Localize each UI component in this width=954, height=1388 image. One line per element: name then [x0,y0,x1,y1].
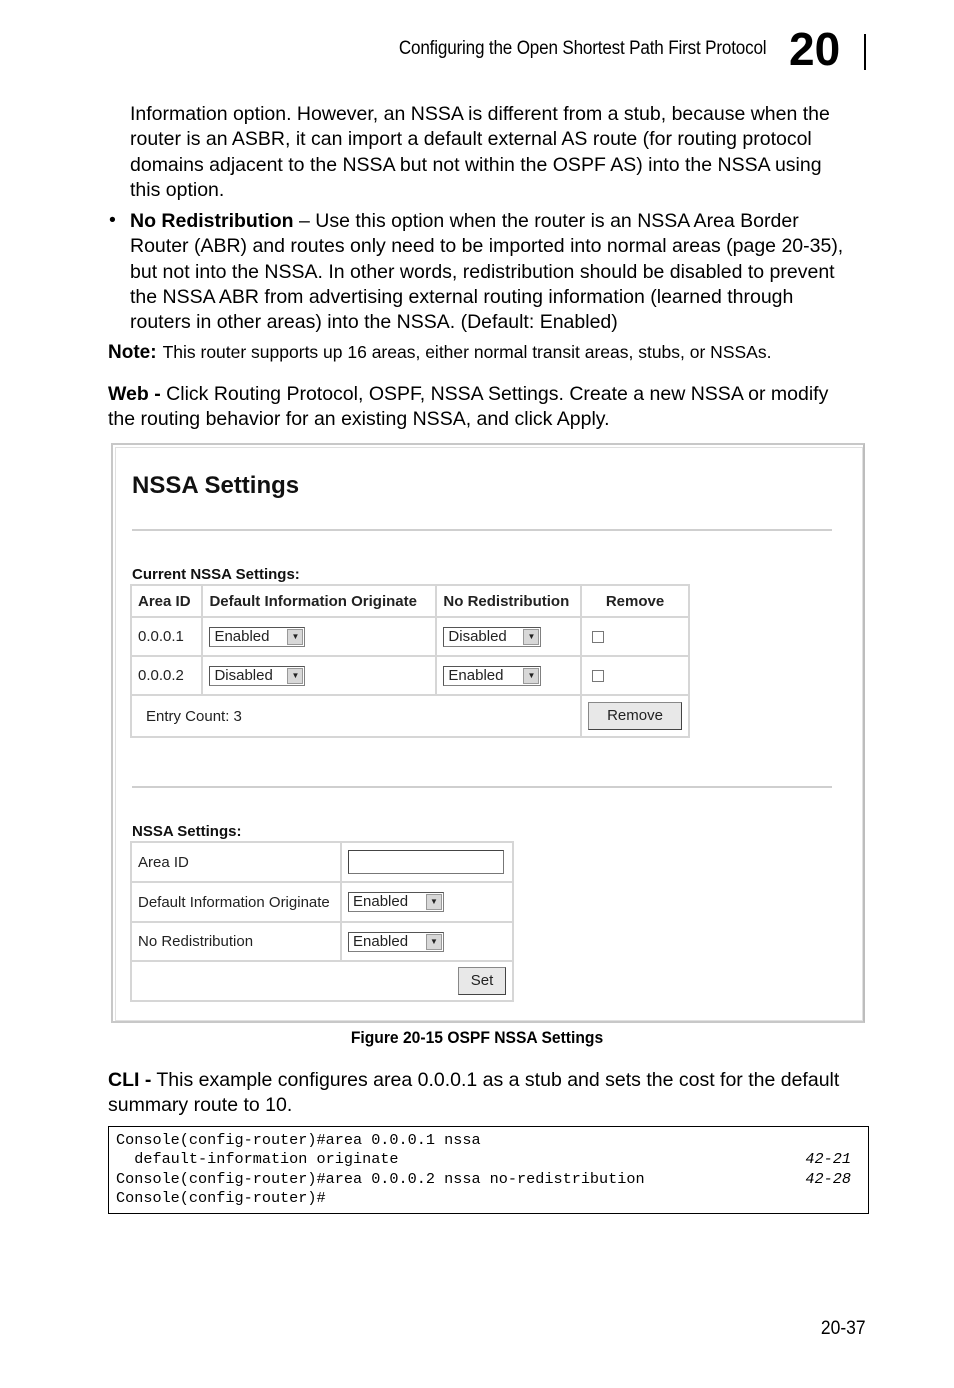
code-command: default-information originate [116,1150,399,1169]
code-line [116,1189,868,1208]
default-info-cell [202,617,436,656]
chapter-number: 20 [789,23,841,75]
code-reference: 42-28 [805,1169,851,1188]
text-line: but not into the NSSA. In other words, redistribution should be disabled to prevent [130,260,835,283]
code-command: Console(config-router)#area 0.0.0.1 nssa [116,1131,481,1149]
web-instructions [108,382,828,433]
bullet-no-redistribution [130,209,843,335]
no-redist-select[interactable] [348,932,444,952]
select-value: Enabled [448,666,504,684]
text-line: this option. [130,178,225,201]
form-row-area-id [131,842,513,882]
note [108,342,771,364]
note-text: This router supports up 16 areas, either normal transit areas, stubs, or NSSAs. [162,342,772,362]
default-info-cell [341,882,513,922]
default-info-label: Default Information Originate [131,882,341,922]
no-redist-cell [436,617,581,656]
code-line [116,1170,868,1189]
chevron-down-icon: ▼ [287,629,303,645]
no-redist-select[interactable] [443,666,541,686]
chevron-down-icon: ▼ [287,668,303,684]
remove-cell [581,656,689,695]
nssa-settings-form [130,841,514,1002]
no-redist-cell [341,922,513,961]
remove-checkbox[interactable] [592,670,604,682]
nssa-settings-screenshot [111,443,865,1023]
text-line: Router (ABR) and routes only need to be imported into normal areas (page 20-35), [130,235,844,258]
set-button[interactable]: Set [458,967,506,995]
remove-cell [581,617,689,656]
remove-button-cell [581,695,689,737]
text-line: This example configures area 0.0.0.1 as a stub and sets the cost for the default [151,1069,840,1091]
select-value: Disabled [448,627,507,645]
table-row [131,617,689,656]
paragraph-continuation [130,102,830,203]
chevron-down-icon: ▼ [426,894,442,910]
code-line [116,1131,868,1150]
area-id-input[interactable] [348,850,504,874]
text-line: routers in other areas) into the NSSA. (Default: Enabled) [130,311,618,334]
page-title: NSSA Settings [132,472,300,499]
cli-instructions [108,1068,839,1119]
code-line [116,1150,868,1169]
divider [132,529,832,531]
cli-code-block [108,1126,869,1214]
entry-count: Entry Count: 3 [131,695,581,737]
chevron-down-icon: ▼ [523,668,539,684]
current-settings-label: Current NSSA Settings: [132,566,300,583]
header-rule [864,34,866,70]
code-command: Console(config-router)# [116,1188,326,1207]
code-reference: 42-21 [805,1150,851,1169]
area-id-cell: 0.0.0.2 [131,656,202,695]
no-redist-label: No Redistribution [131,922,341,961]
form-row-default-info [131,882,513,922]
select-value: Enabled [353,893,409,910]
text-line: the routing behavior for an existing NSSA, and click Apply. [108,408,610,431]
current-nssa-table [130,584,690,738]
divider [132,786,832,788]
col-area-id: Area ID [131,585,202,617]
note-label: Note: [108,342,157,363]
bullet-icon: • [109,209,116,231]
nssa-settings-label: NSSA Settings: [132,823,242,840]
code-command: Console(config-router)#area 0.0.0.2 nssa no-redistribution [116,1169,645,1188]
cli-label: CLI - [108,1069,152,1091]
select-value: Enabled [214,627,270,645]
text-line: the NSSA ABR from advertising external routing information (learned through [130,285,794,308]
text-line: domains adjacent to the NSSA but not within the OSPF AS) into the NSSA using [130,153,822,176]
area-id-label: Area ID [131,842,341,882]
remove-button[interactable]: Remove [588,702,682,730]
text-line: Click Routing Protocol, OSPF, NSSA Settings. Create a new NSSA or modify [160,383,829,405]
text-line: Information option. However, an NSSA is different from a stub, because when the [130,103,830,125]
form-row-submit [131,961,513,1001]
select-value: Disabled [214,666,273,684]
set-button-cell [131,961,513,1001]
remove-checkbox[interactable] [592,631,604,643]
figure-caption: Figure 20-15 OSPF NSSA Settings [350,1028,604,1047]
area-id-cell: 0.0.0.1 [131,617,202,656]
area-id-cell [341,842,513,882]
select-value: Enabled [353,932,409,950]
col-no-redist: No Redistribution [436,585,581,617]
web-label: Web - [108,383,161,405]
default-info-cell [202,656,436,695]
page-number: 20-37 [821,1318,866,1339]
chapter-title: Configuring the Open Shortest Path First Protocol [398,38,766,59]
bullet-term: No Redistribution [130,210,294,232]
table-row [131,656,689,695]
no-redist-cell [436,656,581,695]
col-remove: Remove [581,585,689,617]
col-default-info: Default Information Originate [202,585,436,617]
text-line: router is an ASBR, it can import a default external AS route (for routing protocol [130,128,812,151]
default-info-select[interactable] [209,627,305,647]
no-redist-select[interactable] [443,627,541,647]
table-header-row [131,585,689,617]
chevron-down-icon: ▼ [426,934,442,950]
chevron-down-icon: ▼ [523,629,539,645]
text-line: summary route to 10. [108,1094,293,1117]
default-info-select[interactable] [348,892,444,912]
default-info-select[interactable] [209,666,305,686]
table-footer-row [131,695,689,737]
bullet-text: – Use this option when the router is an NSSA Area Border [293,210,799,232]
form-row-no-redist [131,922,513,961]
